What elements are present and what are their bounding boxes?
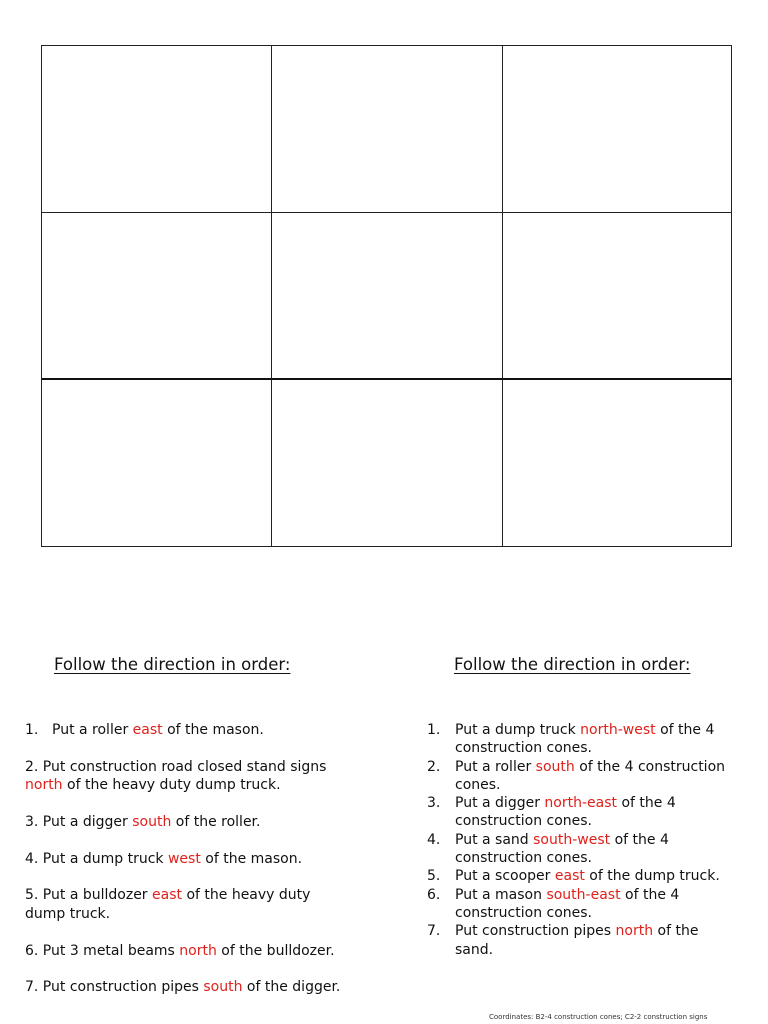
item-text: of the 4 construction cones. <box>455 758 726 793</box>
item-text: Put a digger <box>38 813 133 830</box>
item-text: of the 4 construction cones. <box>455 831 669 867</box>
grid-cell-a3[interactable] <box>42 380 272 546</box>
item-text: of the 4 construction cones. <box>455 886 680 921</box>
list-item <box>427 867 737 885</box>
item-text: of the dump truck. <box>584 868 720 885</box>
left-heading: Follow the direction in order: <box>54 655 291 674</box>
item-text: of the roller. <box>171 813 261 830</box>
grid-cell-c2[interactable] <box>503 213 731 380</box>
item-text: of the heavy duty dump truck. <box>25 887 311 922</box>
list-item <box>427 721 737 758</box>
grid-cell-b2[interactable] <box>272 213 503 380</box>
direction-word: east <box>554 868 585 885</box>
list-item <box>25 813 355 831</box>
direction-word: south <box>132 813 172 830</box>
direction-word: east <box>132 722 163 738</box>
grid-cell-c1[interactable] <box>503 46 731 213</box>
item-text: Put a mason <box>455 886 547 903</box>
direction-word: east <box>152 887 182 904</box>
item-text: Put a digger <box>455 795 545 812</box>
item-number: 6. <box>427 886 441 903</box>
grid-cell-a2[interactable] <box>42 213 272 380</box>
grid-cell-b1[interactable] <box>272 46 503 213</box>
list-item <box>427 794 737 831</box>
direction-word: west <box>167 850 201 867</box>
item-number: 4. <box>427 831 441 848</box>
item-number: 5. <box>427 868 441 885</box>
direction-word: north <box>179 942 217 959</box>
list-item <box>25 978 355 996</box>
right-instruction-list <box>427 721 737 959</box>
grid-cell-b3[interactable] <box>272 380 503 546</box>
item-text: of the 4 construction cones. <box>455 795 676 830</box>
list-item <box>25 721 355 739</box>
item-text: of the digger. <box>242 979 341 996</box>
grid-cell-a1[interactable] <box>42 46 272 213</box>
item-number: 7. <box>25 979 39 996</box>
direction-word: south <box>203 979 243 996</box>
item-number: 3. <box>427 795 441 812</box>
direction-word: north <box>25 777 63 794</box>
item-text: of the heavy duty dump truck. <box>62 777 281 794</box>
item-text: Put a dump truck <box>455 722 581 738</box>
list-item <box>25 942 355 960</box>
item-text: Put construction road closed stand signs <box>38 758 327 775</box>
item-number: 3. <box>25 813 39 830</box>
direction-word: north-east <box>544 795 618 812</box>
item-number: 4. <box>25 850 39 867</box>
item-text: Put a roller <box>455 758 536 775</box>
direction-word: north <box>615 923 654 940</box>
item-text: Put construction pipes <box>455 923 616 940</box>
item-text: of the mason. <box>162 722 264 738</box>
item-number: 1. <box>25 722 39 738</box>
direction-word: south-east <box>546 886 621 903</box>
item-text: Put a sand <box>455 831 534 848</box>
direction-word: south-west <box>533 831 611 848</box>
list-item <box>25 850 355 868</box>
item-text: of the 4 construction cones. <box>455 722 715 757</box>
list-item <box>427 831 737 868</box>
grid-cell-c3[interactable] <box>503 380 731 546</box>
list-item <box>25 758 355 795</box>
list-item <box>427 758 737 795</box>
item-number: 6. <box>25 942 39 959</box>
list-item <box>25 886 355 923</box>
direction-word: north-west <box>580 722 656 738</box>
direction-word: south <box>535 758 575 775</box>
item-number: 5. <box>25 887 39 904</box>
item-number: 1. <box>427 722 441 738</box>
item-text: Put a scooper <box>455 868 555 885</box>
item-text: Put a dump truck <box>38 850 168 867</box>
item-text: of the sand. <box>455 923 699 958</box>
left-instruction-list <box>25 721 355 1015</box>
item-text: Put construction pipes <box>38 979 204 996</box>
right-heading: Follow the direction in order: <box>454 655 691 674</box>
item-number: 2. <box>25 758 39 775</box>
item-text: Put a roller <box>52 722 133 738</box>
coordinates-footnote: Coordinates: B2-4 construction cones; C2-2 construction signs <box>489 1013 708 1021</box>
list-item <box>427 886 737 923</box>
item-text: of the mason. <box>200 850 303 867</box>
item-text: of the bulldozer. <box>216 942 335 959</box>
item-text: Put 3 metal beams <box>38 942 180 959</box>
list-item <box>427 922 737 959</box>
item-number: 2. <box>427 758 441 775</box>
item-text: Put a bulldozer <box>38 887 153 904</box>
direction-grid <box>41 45 732 547</box>
item-number: 7. <box>427 923 441 940</box>
